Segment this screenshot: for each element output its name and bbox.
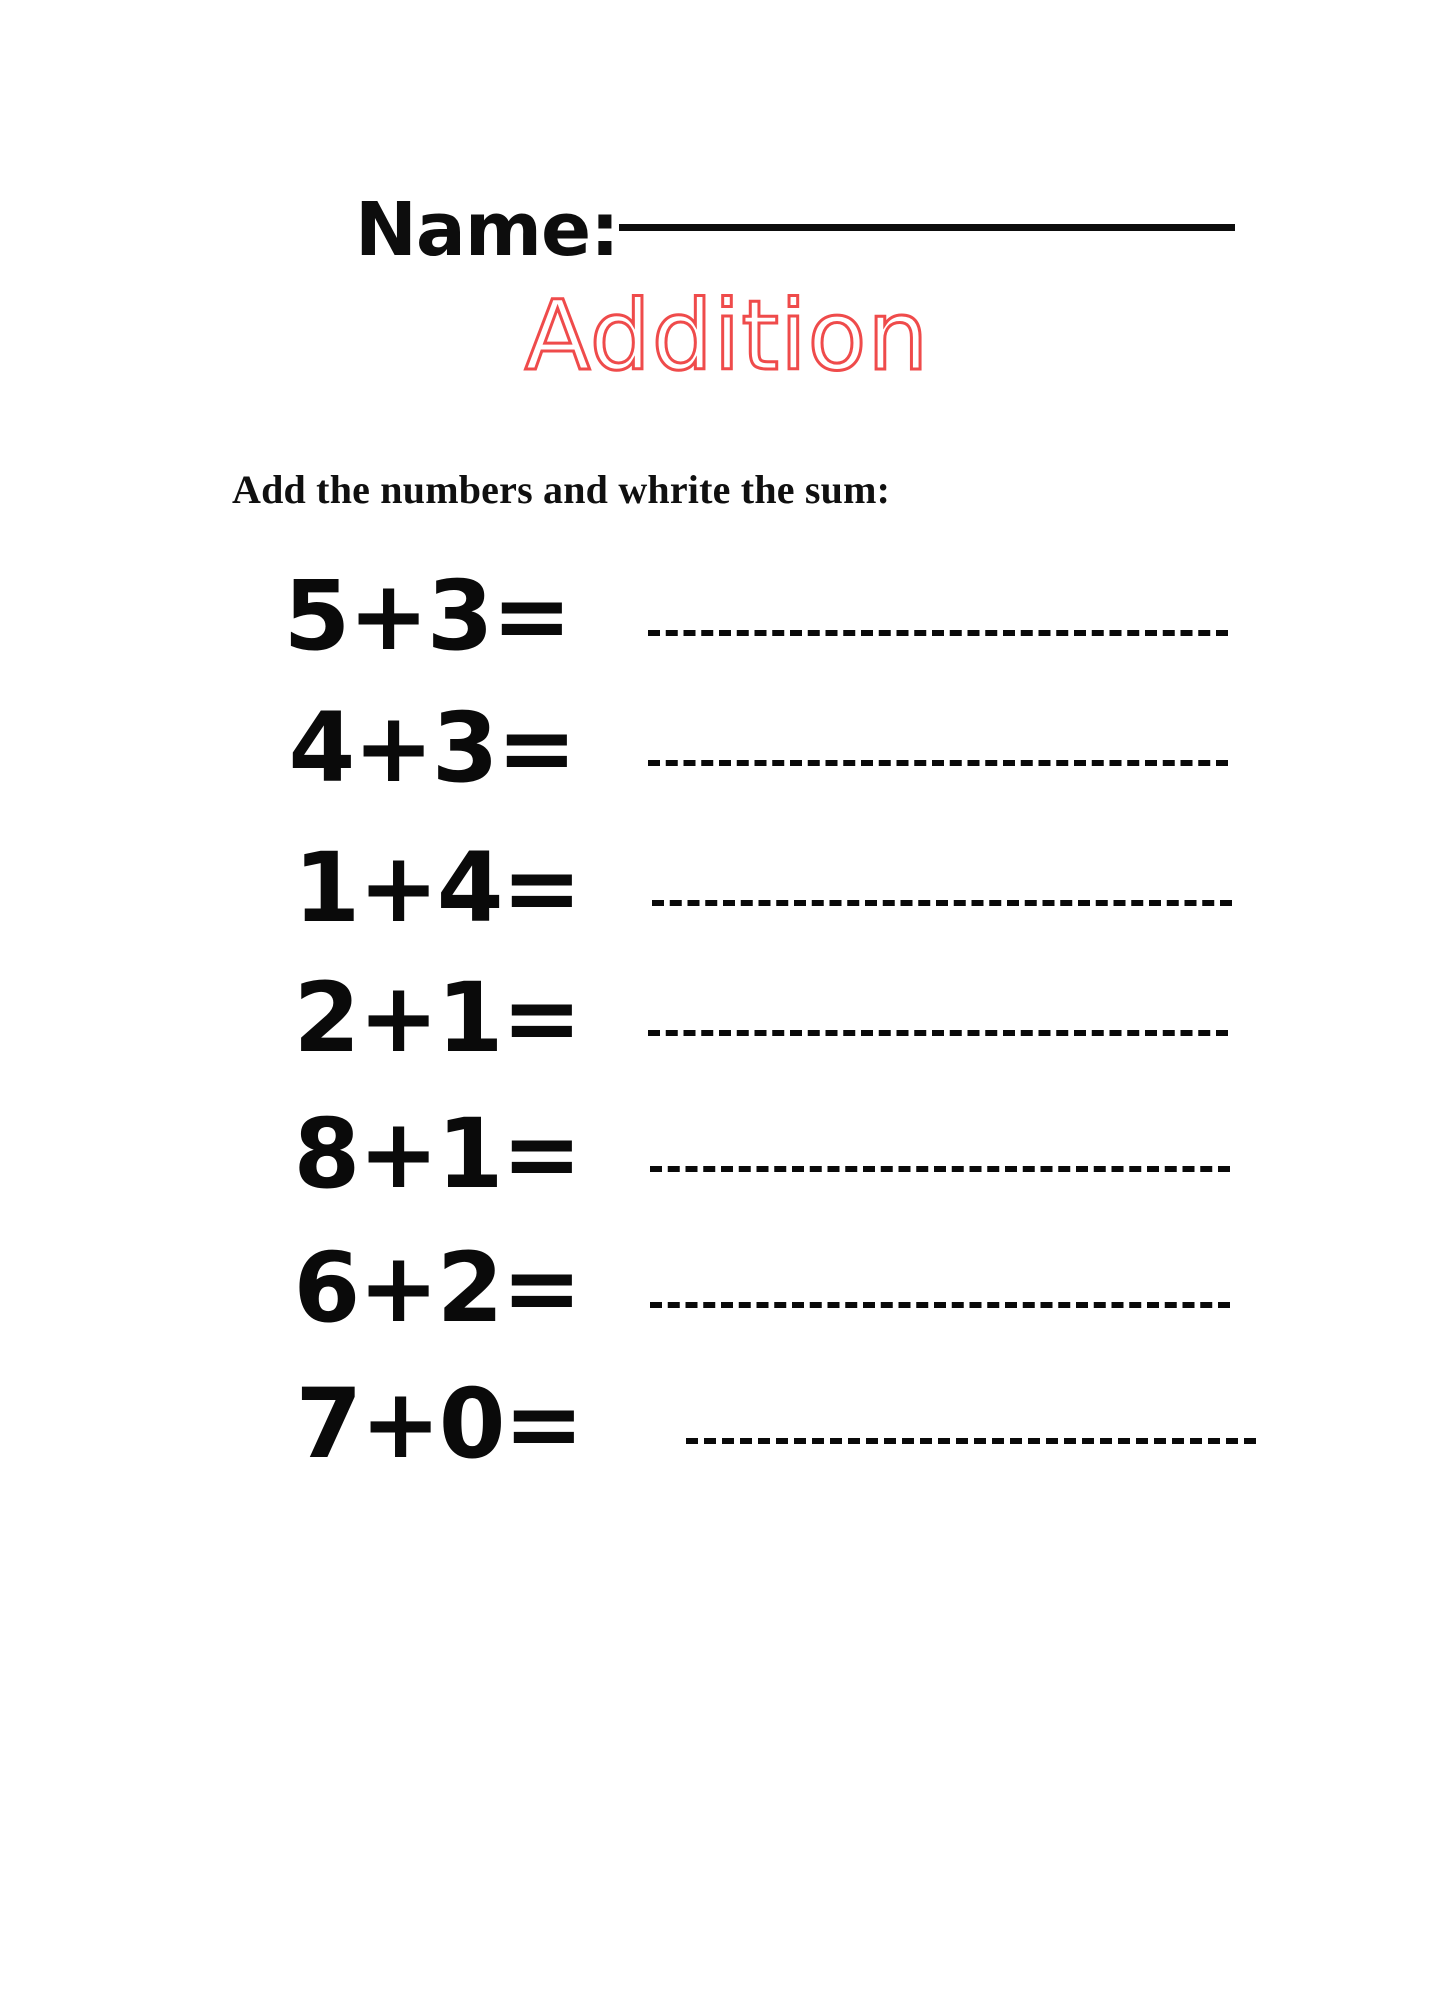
problem-row — [0, 1344, 1454, 1478]
answer-write-line[interactable] — [650, 1302, 1230, 1308]
answer-write-line[interactable] — [652, 900, 1232, 906]
instructions-text: Add the numbers and whrite the sum: — [232, 467, 891, 512]
problem-expression: 5+3= — [283, 560, 570, 672]
name-write-line[interactable] — [619, 224, 1235, 231]
name-label: Name: — [355, 187, 619, 273]
problem-expression: 8+1= — [293, 1098, 580, 1210]
answer-write-line[interactable] — [648, 1030, 1228, 1036]
problem-row — [0, 1210, 1454, 1344]
answer-write-line[interactable] — [650, 1166, 1230, 1172]
answer-write-line[interactable] — [648, 760, 1228, 766]
problem-expression: 4+3= — [288, 692, 575, 804]
problem-row — [0, 942, 1454, 1076]
problem-expression: 6+2= — [293, 1232, 580, 1344]
problem-expression: 7+0= — [295, 1368, 582, 1480]
problem-row — [0, 540, 1454, 674]
problem-row — [0, 674, 1454, 808]
problem-list — [0, 540, 1454, 1478]
answer-write-line[interactable] — [686, 1438, 1256, 1444]
problem-row — [0, 1076, 1454, 1210]
problem-expression: 1+4= — [293, 832, 580, 944]
problem-expression: 2+1= — [293, 962, 580, 1074]
answer-write-line[interactable] — [648, 630, 1228, 636]
name-field-row — [355, 185, 1235, 275]
problem-row — [0, 808, 1454, 942]
page-title: Addition — [524, 280, 930, 392]
